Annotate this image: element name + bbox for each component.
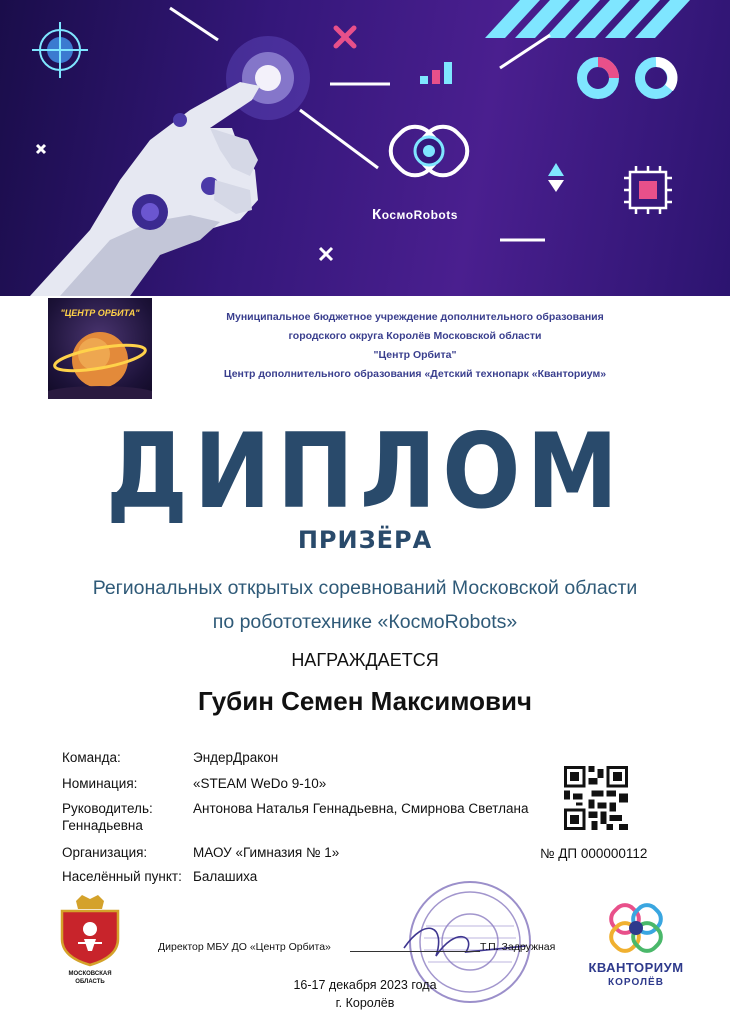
stripes-decoration [485, 0, 690, 38]
brand-rest: осмоRobots [381, 208, 458, 222]
centr-orbita-logo-text: "ЦЕНТР ОРБИТА" [60, 308, 140, 318]
organization-label: Организация: [62, 845, 148, 860]
target-icon [32, 22, 88, 78]
triangle-icon [548, 180, 564, 192]
team-value: ЭндерДракон [193, 750, 279, 765]
emblem-label-2: ОБЛАСТЬ [75, 979, 105, 985]
kosmorobots-logo-icon [382, 118, 475, 183]
nomination-label: Номинация: [62, 776, 138, 791]
supervisor-value: Антонова Наталья Геннадьевна, Смирнова Светлана [193, 801, 529, 816]
recipient-name: Губин Семен Максимович [197, 686, 533, 716]
coat-of-arms-icon [56, 895, 124, 967]
kvantorium-city: КОРОЛЁВ [608, 977, 664, 988]
moscow-oblast-emblem [56, 895, 124, 987]
director-name: Т.П. Задружная [480, 941, 556, 953]
centr-orbita-logo [48, 298, 152, 399]
cross-icon [336, 28, 354, 46]
donut-icon [582, 62, 673, 94]
awarded-label: НАГРАЖДАЕТСЯ [291, 650, 439, 670]
diploma-title: ДИПЛОМ [105, 411, 625, 532]
director-title: Директор МБУ ДО «Центр Орбита» [158, 941, 331, 953]
line-decoration [170, 8, 218, 40]
locality-value: Балашиха [193, 869, 258, 884]
bars-decoration [420, 62, 452, 84]
chip-icon [624, 166, 672, 214]
team-label: Команда: [62, 750, 121, 765]
robot-hand-illustration [30, 82, 260, 296]
kvantorium-logo-icon [606, 900, 666, 956]
signature-line [350, 951, 480, 952]
banner-graphics [0, 0, 730, 296]
event-line-2: по робототехнике «КосмоRobots» [212, 611, 518, 633]
document-number: № ДП 000000112 [540, 846, 648, 861]
event-city: г. Королёв [335, 996, 395, 1010]
qr-code-icon [564, 766, 628, 830]
kosmorobots-brand [330, 206, 500, 223]
event-date: 16-17 декабря 2023 года [293, 978, 437, 992]
org-line-4: Центр дополнительного образования «Детский технопарк «Кванториум» [223, 368, 607, 380]
org-line-3: "Центр Орбита" [373, 349, 457, 361]
org-line-1: Муниципальное бюджетное учреждение дополнительного образования [226, 311, 604, 323]
organization-value: МАОУ «Гимназия № 1» [193, 845, 340, 860]
kvantorium-name: КВАНТОРИУМ [588, 960, 684, 975]
header-banner [0, 0, 730, 296]
supervisor-label: Руководитель: [62, 801, 153, 816]
supervisor-continuation: Геннадьевна [62, 818, 143, 833]
org-line-2: городского округа Королёв Московской области [288, 330, 542, 342]
event-line-1: Региональных открытых соревнований Московской области [92, 577, 638, 599]
diploma-subtitle: ПРИЗЁРА [297, 526, 433, 554]
locality-label: Населённый пункт: [62, 869, 182, 884]
triangle-icon [548, 163, 564, 176]
nomination-value: «STEAM WeDo 9-10» [193, 776, 327, 791]
emblem-label-1: МОСКОВСКАЯ [68, 971, 112, 977]
brand-prefix: К [372, 206, 382, 223]
